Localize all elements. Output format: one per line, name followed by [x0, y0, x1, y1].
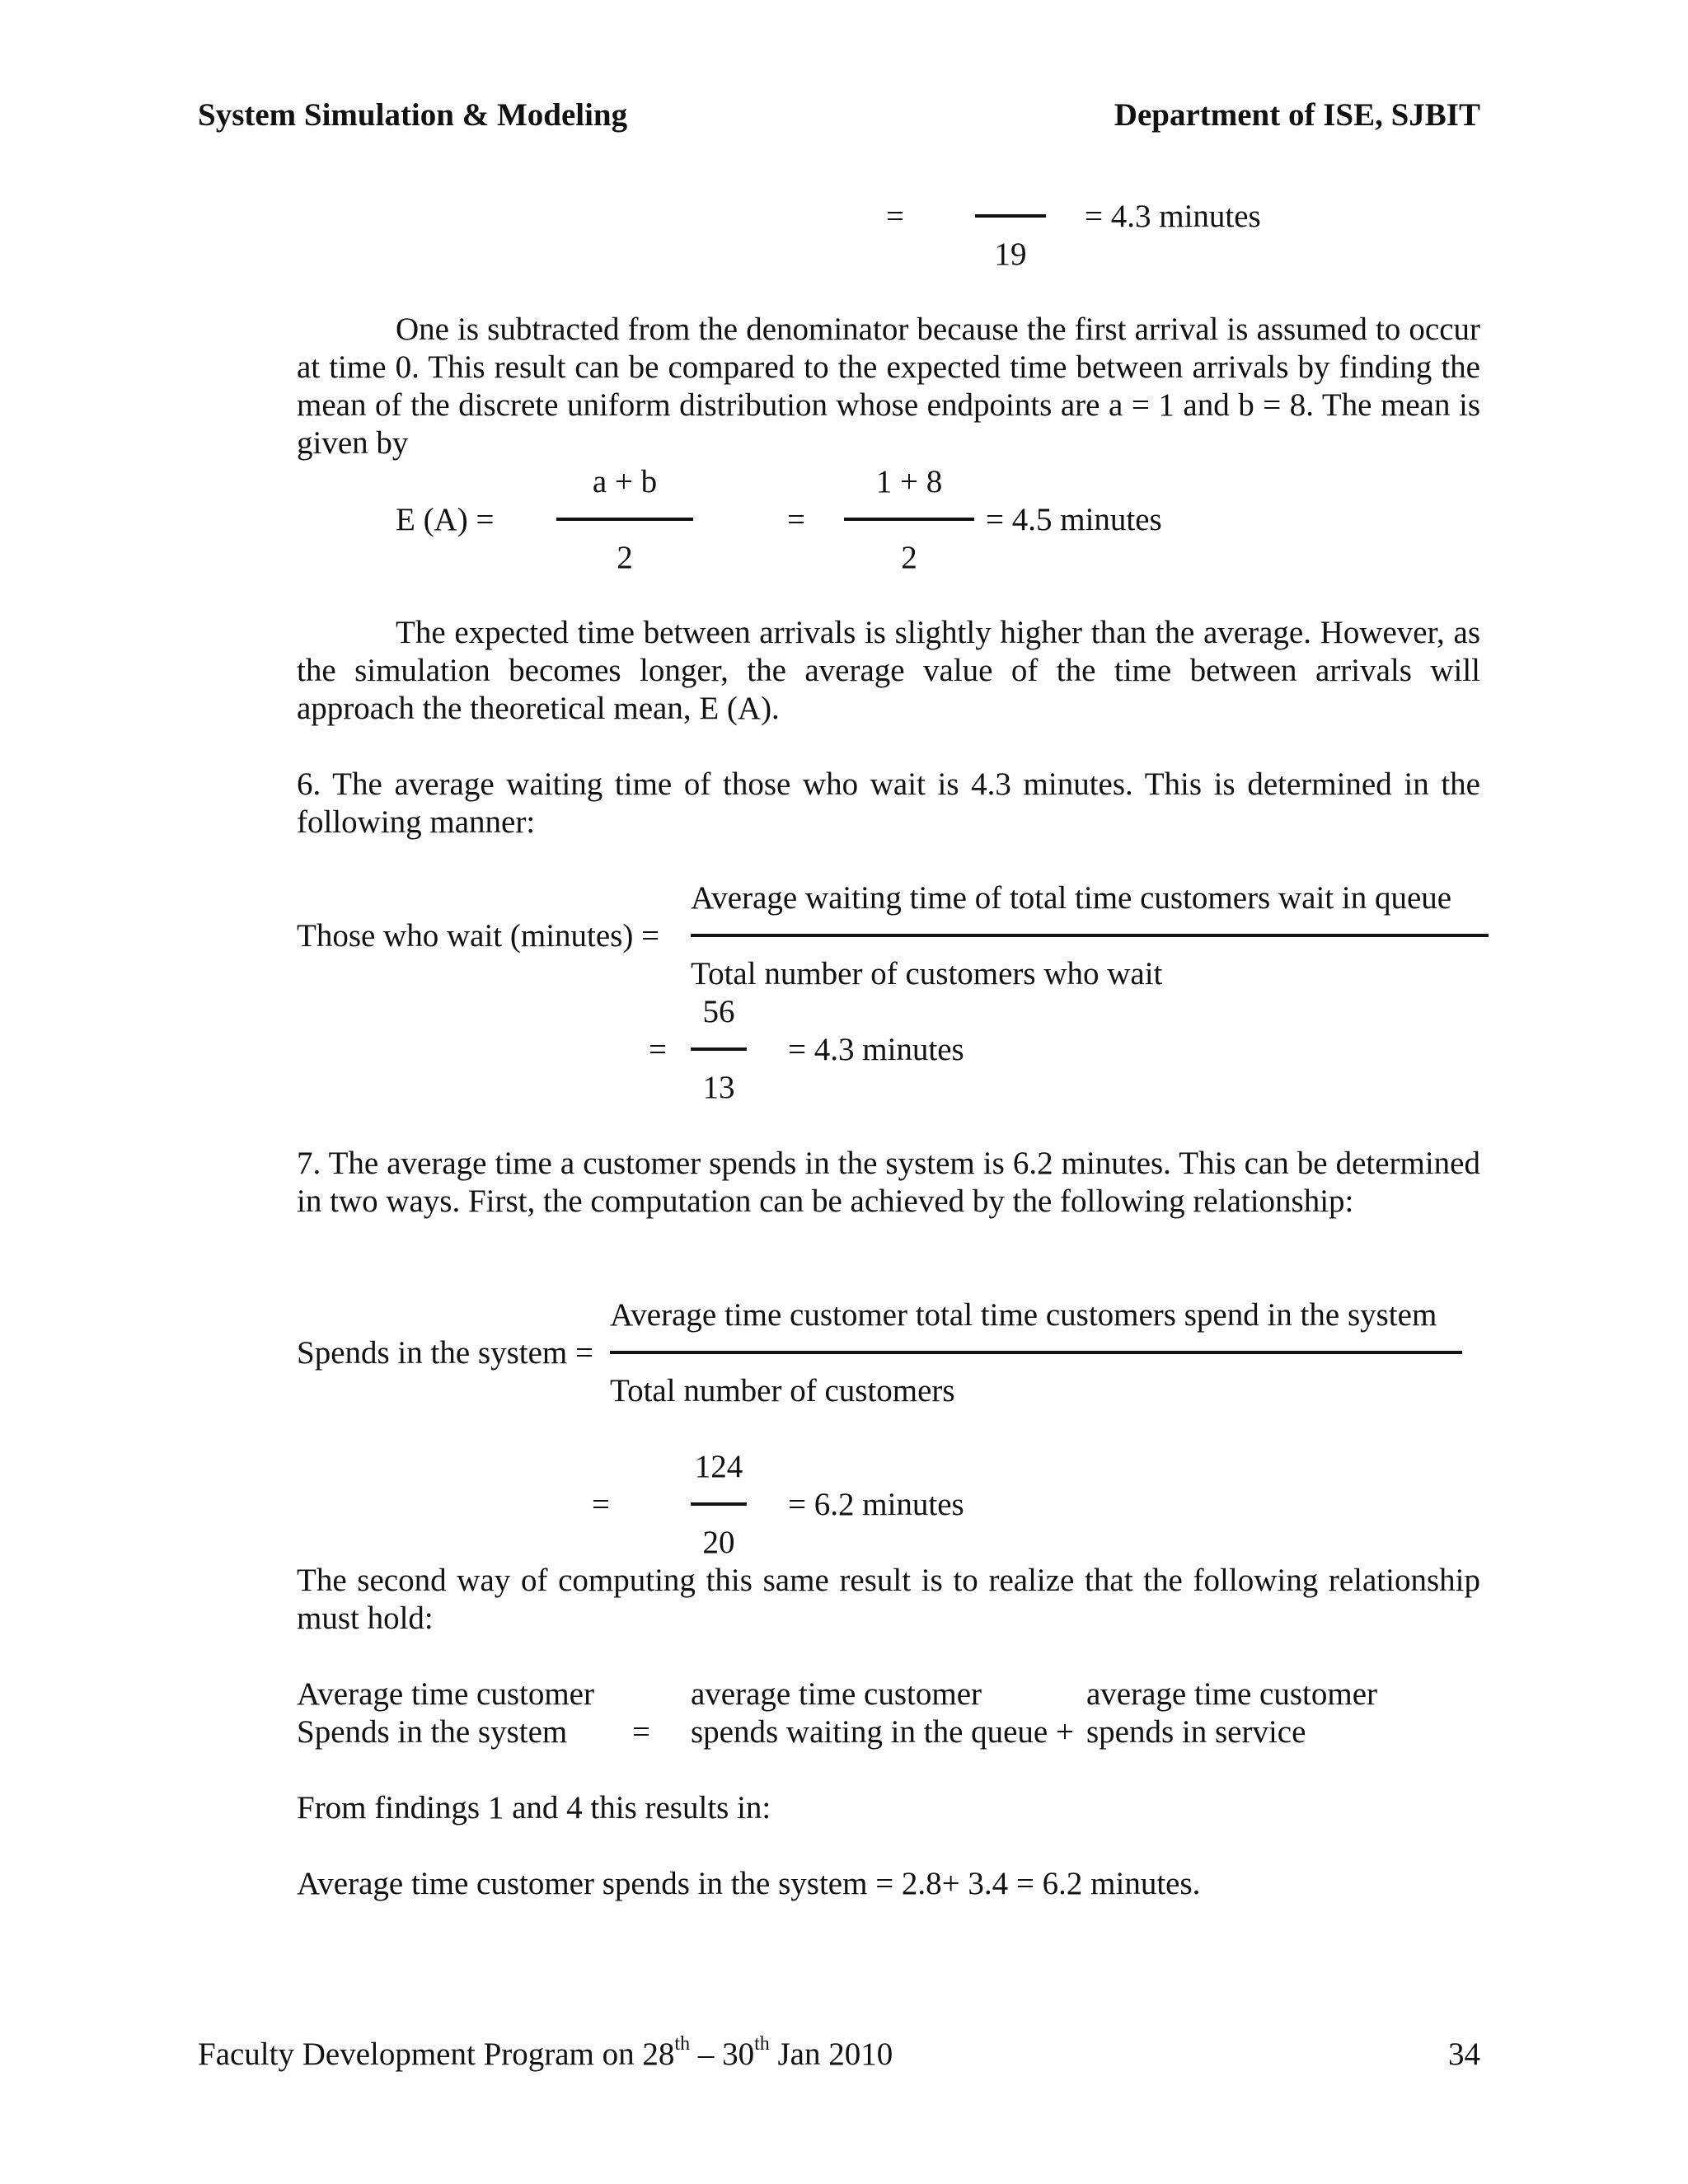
- item-7-text: 7. The average time a customer spends in the system is 6.2 minutes. This can be determined in two ways. First, the computation can be achieved by the following relationship:: [297, 1146, 1480, 1219]
- spends-number-bar: [691, 1502, 747, 1506]
- relation-row2-left: Spends in the system: [297, 1714, 568, 1750]
- page-number: 34: [1448, 2036, 1480, 2072]
- wait-number-bar: [691, 1047, 747, 1051]
- footer-program: [198, 2033, 893, 2074]
- footer-text-end: Jan 2010: [769, 2036, 893, 2072]
- ea-numerator-1: a + b: [592, 464, 658, 499]
- ea-label: E (A) =: [396, 502, 495, 537]
- ea-fraction-bar-2: [844, 518, 974, 521]
- relation-row1-left: Average time customer: [297, 1676, 594, 1712]
- header-department: Department of ISE, SJBIT: [1114, 97, 1480, 133]
- top-fraction-bar: [975, 214, 1046, 218]
- header-title: System Simulation & Modeling: [198, 97, 628, 133]
- relation-row2-equals: =: [632, 1714, 650, 1750]
- wait-result: = 4.3 minutes: [788, 1032, 964, 1067]
- top-fraction-equals: =: [886, 199, 904, 234]
- ea-denominator-1: 2: [617, 540, 633, 575]
- ea-numerator-2: 1 + 8: [875, 464, 943, 499]
- relation-row2-right: spends in service: [1086, 1714, 1306, 1750]
- item-6-text: 6. The average waiting time of those who wait is 4.3 minutes. This is determined in the following manner:: [297, 766, 1480, 840]
- spends-number-numerator: 124: [694, 1449, 743, 1484]
- paragraph-expected-time: The expected time between arrivals is slightly higher than the average. However, as the simulation becomes longer, the average value of the time between arrivals will approach the theoretical mean, E (A).: [297, 615, 1480, 726]
- wait-numerator: Average waiting time of total time customers wait in queue: [691, 880, 1452, 916]
- spends-number-denominator: 20: [702, 1525, 735, 1560]
- top-fraction-result: = 4.3 minutes: [1085, 199, 1261, 234]
- ea-result: = 4.5 minutes: [986, 502, 1162, 537]
- ea-fraction-bar-1: [556, 518, 693, 521]
- wait-label: Those who wait (minutes) =: [297, 918, 660, 954]
- spends-equals: =: [592, 1487, 610, 1522]
- final-result-text: Average time customer spends in the system = 2.8+ 3.4 = 6.2 minutes.: [297, 1866, 1201, 1901]
- wait-denominator: Total number of customers who wait: [691, 956, 1163, 991]
- wait-number-denominator: 13: [702, 1070, 735, 1105]
- wait-equals: =: [649, 1032, 667, 1067]
- findings-text: From findings 1 and 4 this results in:: [297, 1790, 771, 1825]
- footer-text-start: Faculty Development Program on 28: [198, 2036, 675, 2072]
- second-way-text: The second way of computing this same result is to realize that the following relationship must hold:: [297, 1563, 1480, 1636]
- spends-result: = 6.2 minutes: [788, 1487, 964, 1522]
- ea-denominator-2: 2: [901, 540, 917, 575]
- footer-superscript-1: th: [674, 2033, 691, 2055]
- spends-label: Spends in the system =: [297, 1335, 593, 1371]
- paragraph-subtracted: One is subtracted from the denominator because the first arrival is assumed to occur at time 0. This result can be compared to the expected time between arrivals by finding the mean of the discrete uniform distribution whose endpoints are a = 1 and b = 8. The mean is given by: [297, 312, 1480, 461]
- footer-superscript-2: th: [754, 2033, 770, 2055]
- spends-numerator: Average time customer total time customers spend in the system: [610, 1297, 1437, 1333]
- ea-equals: =: [787, 502, 805, 537]
- relation-row2-middle: spends waiting in the queue +: [691, 1714, 1074, 1750]
- spends-fraction-bar: [610, 1351, 1462, 1354]
- top-fraction-denominator: 19: [994, 237, 1027, 272]
- spends-denominator: Total number of customers: [610, 1373, 955, 1408]
- footer-text-middle: – 30: [690, 2036, 755, 2072]
- relation-row1-right: average time customer: [1086, 1676, 1377, 1712]
- wait-fraction-bar: [691, 934, 1489, 937]
- relation-row1-middle: average time customer: [691, 1676, 982, 1712]
- wait-number-numerator: 56: [702, 994, 735, 1029]
